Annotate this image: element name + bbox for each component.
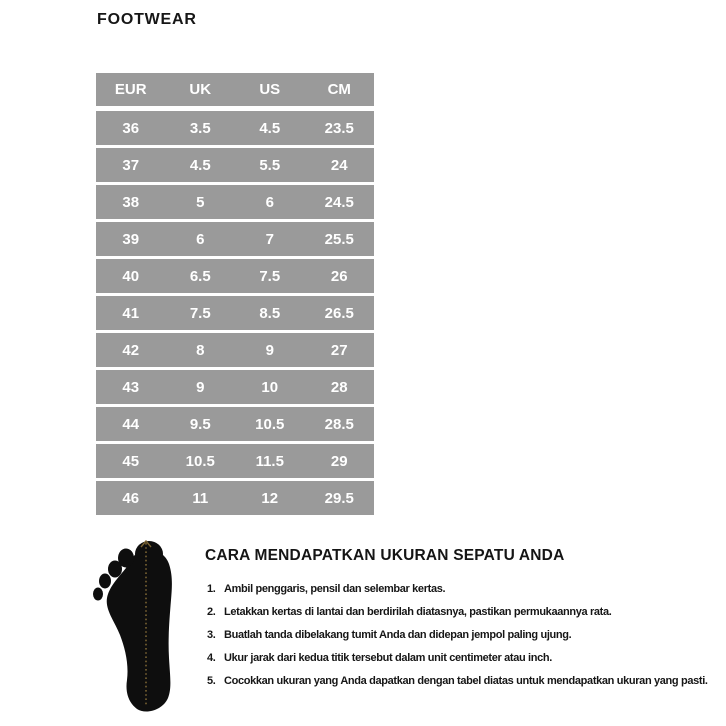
size-cell: 7.5 — [189, 304, 211, 322]
size-cell: 38 — [122, 193, 140, 211]
step-number: 1. — [207, 583, 216, 595]
step-text: Buatlah tanda dibelakang tumit Anda dan didepan jempol paling ujung. — [224, 629, 572, 641]
guide-step — [207, 675, 722, 688]
size-cell: 8.5 — [259, 304, 281, 322]
size-cell: 6 — [265, 193, 274, 211]
size-cell: 11.5 — [255, 452, 284, 470]
size-table-header-row — [96, 73, 374, 106]
size-cell: 29.5 — [324, 489, 354, 507]
size-cell: 28.5 — [324, 415, 354, 433]
size-cell: 5.5 — [259, 156, 281, 174]
size-cell: 39 — [122, 230, 140, 248]
guide-step — [207, 583, 722, 596]
size-cell: 37 — [122, 156, 140, 174]
step-number: 2. — [207, 606, 216, 618]
size-cell: 26 — [330, 267, 348, 285]
column-header-us: US — [259, 81, 281, 98]
size-cell: 46 — [122, 489, 140, 507]
size-table — [96, 73, 374, 518]
step-number: 3. — [207, 629, 216, 641]
step-text: Cocokkan ukuran yang Anda dapatkan dengan tabel diatas untuk mendapatkan ukuran yang pasti. — [224, 675, 708, 687]
size-cell: 36 — [122, 119, 140, 137]
column-header-cm: CM — [327, 81, 351, 98]
size-cell: 6 — [196, 230, 205, 248]
page-title: FOOTWEAR — [97, 11, 197, 28]
size-cell: 4.5 — [189, 156, 211, 174]
step-text: Ambil penggaris, pensil dan selembar kertas. — [224, 583, 446, 595]
step-text: Ukur jarak dari kedua titik tersebut dalam unit centimeter atau inch. — [224, 652, 552, 664]
size-cell: 29 — [330, 452, 348, 470]
size-cell: 12 — [261, 489, 279, 507]
size-table-row — [96, 407, 374, 441]
toe-shape — [99, 574, 111, 589]
size-cell: 11 — [192, 489, 209, 507]
size-table-row — [96, 296, 374, 330]
toe-shape — [93, 588, 103, 601]
size-cell: 40 — [122, 267, 140, 285]
guide-step — [207, 652, 722, 665]
size-cell: 43 — [122, 378, 140, 396]
size-cell: 28 — [330, 378, 348, 396]
size-cell: 4.5 — [259, 119, 281, 137]
size-cell: 45 — [122, 452, 140, 470]
step-number: 5. — [207, 675, 216, 687]
size-table-row — [96, 481, 374, 515]
size-cell: 3.5 — [189, 119, 211, 137]
size-cell: 24 — [330, 156, 348, 174]
size-cell: 10.5 — [255, 415, 285, 433]
size-table-row — [96, 222, 374, 256]
foot-silhouette-illustration — [86, 540, 186, 716]
size-cell: 5 — [196, 193, 205, 211]
size-cell: 8 — [196, 341, 205, 359]
size-cell: 42 — [122, 341, 140, 359]
size-cell: 10.5 — [185, 452, 215, 470]
size-table-body — [96, 111, 374, 515]
column-header-uk: UK — [189, 81, 212, 98]
size-cell: 10 — [261, 378, 279, 396]
guide-step — [207, 629, 722, 642]
size-cell: 27 — [330, 341, 348, 359]
size-cell: 9.5 — [189, 415, 211, 433]
size-cell: 26.5 — [324, 304, 354, 322]
size-cell: 6.5 — [189, 267, 211, 285]
step-number: 4. — [207, 652, 216, 664]
size-table-row — [96, 111, 374, 145]
size-cell: 44 — [122, 415, 140, 433]
size-cell: 23.5 — [324, 119, 354, 137]
size-table-row — [96, 259, 374, 293]
column-header-eur: EUR — [114, 81, 147, 98]
size-cell: 24.5 — [324, 193, 354, 211]
size-table-row — [96, 370, 374, 404]
guide-step — [207, 606, 722, 619]
guide-title: CARA MENDAPATKAN UKURAN SEPATU ANDA — [205, 547, 565, 564]
size-table-row — [96, 444, 374, 478]
step-text: Letakkan kertas di lantai dan berdirilah diatasnya, pastikan permukaannya rata. — [224, 606, 612, 618]
size-cell: 7 — [265, 230, 274, 248]
size-table-row — [96, 333, 374, 367]
size-cell: 7.5 — [259, 267, 281, 285]
size-table-row — [96, 185, 374, 219]
size-cell: 25.5 — [324, 230, 354, 248]
toe-shape — [108, 561, 122, 578]
size-cell: 9 — [265, 341, 274, 359]
size-cell: 41 — [122, 304, 140, 322]
guide-steps-list — [207, 583, 722, 698]
size-table-row — [96, 148, 374, 182]
size-cell: 9 — [196, 378, 205, 396]
